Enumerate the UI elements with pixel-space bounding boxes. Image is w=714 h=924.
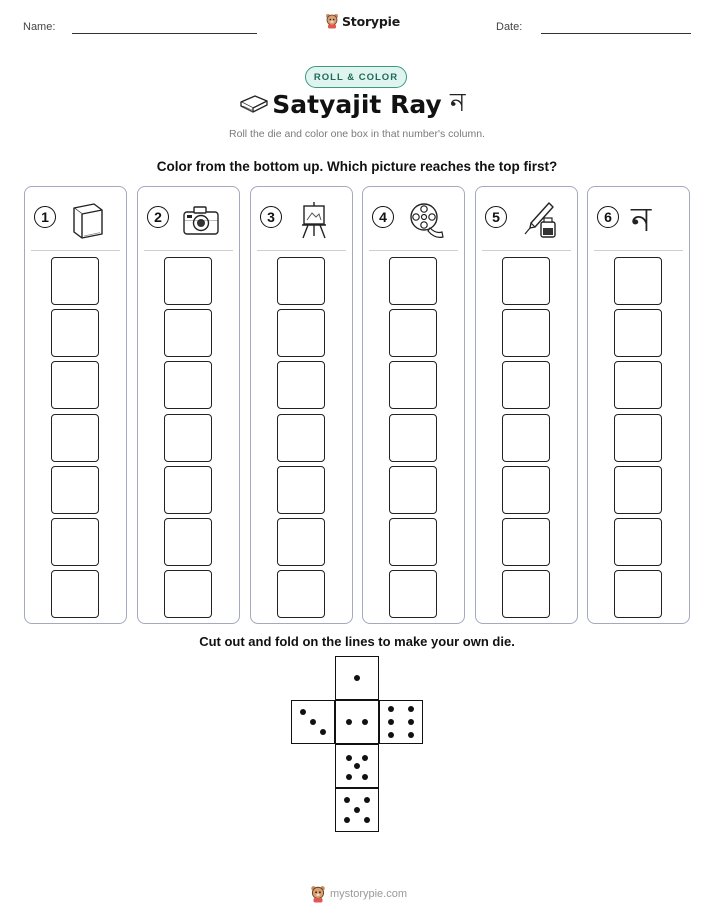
color-box[interactable] bbox=[164, 414, 212, 462]
color-box[interactable] bbox=[614, 518, 662, 566]
die-pip bbox=[388, 732, 394, 738]
die-face-6 bbox=[335, 744, 379, 788]
color-box[interactable] bbox=[277, 518, 325, 566]
die-instruction: Cut out and fold on the lines to make your own die. bbox=[199, 634, 515, 649]
die-pip bbox=[354, 675, 360, 681]
easel-icon bbox=[294, 200, 334, 245]
color-box[interactable] bbox=[614, 361, 662, 409]
color-box[interactable] bbox=[164, 570, 212, 618]
name-line[interactable] bbox=[72, 33, 257, 34]
color-box[interactable] bbox=[51, 257, 99, 305]
die-pip bbox=[388, 706, 394, 712]
column-2 bbox=[137, 186, 240, 624]
color-box[interactable] bbox=[51, 570, 99, 618]
column-3 bbox=[250, 186, 353, 624]
die-pip bbox=[346, 755, 352, 761]
brand-name: Storypie bbox=[342, 13, 400, 29]
column-number: 2 bbox=[147, 206, 169, 228]
die-face-4 bbox=[379, 700, 423, 744]
color-box[interactable] bbox=[614, 257, 662, 305]
die-face-3 bbox=[291, 700, 335, 744]
color-box[interactable] bbox=[164, 518, 212, 566]
color-box[interactable] bbox=[389, 257, 437, 305]
roll-and-color-badge: ROLL & COLOR bbox=[305, 66, 407, 88]
die-face-1 bbox=[335, 656, 379, 700]
color-box[interactable] bbox=[389, 570, 437, 618]
color-box[interactable] bbox=[277, 361, 325, 409]
bear-mascot-icon bbox=[310, 885, 326, 903]
color-box[interactable] bbox=[277, 257, 325, 305]
die-pip bbox=[346, 719, 352, 725]
book-icon bbox=[68, 200, 108, 245]
die-pip bbox=[354, 807, 360, 813]
die-pip bbox=[362, 774, 368, 780]
column-number: 5 bbox=[485, 206, 507, 228]
color-box[interactable] bbox=[51, 361, 99, 409]
color-box[interactable] bbox=[614, 309, 662, 357]
column-number: 4 bbox=[372, 206, 394, 228]
color-box[interactable] bbox=[51, 414, 99, 462]
die-face-2 bbox=[335, 700, 379, 744]
die-pip bbox=[362, 755, 368, 761]
color-box[interactable] bbox=[502, 466, 550, 514]
die-pip bbox=[344, 797, 350, 803]
column-number: 6 bbox=[597, 206, 619, 228]
color-box[interactable] bbox=[277, 466, 325, 514]
color-box[interactable] bbox=[502, 414, 550, 462]
color-box[interactable] bbox=[277, 570, 325, 618]
brand-logo bbox=[325, 13, 400, 29]
color-box[interactable] bbox=[277, 309, 325, 357]
color-box[interactable] bbox=[614, 466, 662, 514]
color-box[interactable] bbox=[389, 309, 437, 357]
color-box[interactable] bbox=[164, 309, 212, 357]
die-pip bbox=[346, 774, 352, 780]
die-pip bbox=[300, 709, 306, 715]
color-box[interactable] bbox=[614, 414, 662, 462]
column-5 bbox=[475, 186, 578, 624]
color-box[interactable] bbox=[502, 309, 550, 357]
color-box[interactable] bbox=[389, 414, 437, 462]
fountain-pen-icon bbox=[519, 200, 559, 245]
color-box[interactable] bbox=[277, 414, 325, 462]
color-box[interactable] bbox=[51, 309, 99, 357]
color-box[interactable] bbox=[502, 570, 550, 618]
bengali-letter-icon bbox=[631, 200, 651, 240]
date-line[interactable] bbox=[541, 33, 691, 34]
date-label: Date: bbox=[496, 21, 523, 33]
column-4 bbox=[362, 186, 465, 624]
die-face-5 bbox=[335, 788, 379, 832]
subtitle: Roll the die and color one box in that number's column. bbox=[229, 128, 485, 140]
color-box[interactable] bbox=[502, 518, 550, 566]
instruction-text: Color from the bottom up. Which picture reaches the top first? bbox=[156, 159, 558, 174]
bengali-letter-glyph: ন bbox=[631, 200, 652, 240]
die-pip bbox=[364, 797, 370, 803]
bear-mascot-icon bbox=[325, 13, 339, 29]
column-1 bbox=[24, 186, 127, 624]
die-pip bbox=[354, 763, 360, 769]
die-pip bbox=[408, 719, 414, 725]
color-box[interactable] bbox=[502, 361, 550, 409]
die-pip bbox=[364, 817, 370, 823]
color-box[interactable] bbox=[164, 257, 212, 305]
die-pip bbox=[362, 719, 368, 725]
color-box[interactable] bbox=[51, 518, 99, 566]
film-reel-icon bbox=[406, 200, 446, 245]
die-pip bbox=[310, 719, 316, 725]
die-pip bbox=[320, 729, 326, 735]
die-pip bbox=[408, 706, 414, 712]
color-box[interactable] bbox=[614, 570, 662, 618]
color-box[interactable] bbox=[502, 257, 550, 305]
name-label: Name: bbox=[23, 21, 56, 33]
footer bbox=[310, 885, 407, 903]
color-box[interactable] bbox=[164, 361, 212, 409]
color-box[interactable] bbox=[51, 466, 99, 514]
die-pip bbox=[344, 817, 350, 823]
bengali-letter-icon: ন bbox=[450, 88, 466, 118]
die-pip bbox=[408, 732, 414, 738]
column-number: 1 bbox=[34, 206, 56, 228]
column-6 bbox=[587, 186, 690, 624]
color-box[interactable] bbox=[389, 361, 437, 409]
camera-icon bbox=[181, 200, 221, 245]
color-box[interactable] bbox=[164, 466, 212, 514]
color-box[interactable] bbox=[389, 518, 437, 566]
die-pip bbox=[388, 719, 394, 725]
column-number: 3 bbox=[260, 206, 282, 228]
footer-url: mystorypie.com bbox=[330, 888, 408, 900]
color-box[interactable] bbox=[389, 466, 437, 514]
page-title: Satyajit Ray bbox=[272, 90, 442, 119]
